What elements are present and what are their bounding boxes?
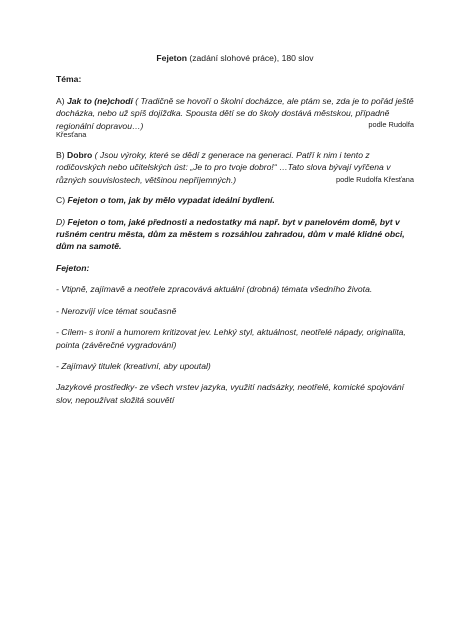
topic-item-b xyxy=(56,149,414,185)
item-body: ( Tradičně se hovoří o školní docházce, ale ptám se, zda je to pořád ještě docházka, nebo už spíš dojíždka. Spousta dětí se do školy dostává městskou, případně regionální dopravou…) xyxy=(56,95,414,131)
title-rest: (zadání slohové práce), 180 slov xyxy=(186,53,314,63)
item-prefix: D) xyxy=(56,216,68,227)
item-head: Dobro xyxy=(66,150,93,161)
item-head: Fejeton o tom, jak by mělo vypadat ideální bydlení. xyxy=(67,195,275,206)
item-source: podle Rudolfa xyxy=(368,120,414,130)
title-bold: Fejeton xyxy=(156,53,187,63)
fejeton-point: - Cílem- s ironií a humorem kritizovat jev. Lehký styl, aktuálnost, neotřelé nápady, originalita, pointa (závěrečné vygradování) xyxy=(56,327,406,350)
topic-item-a xyxy=(56,95,414,140)
item-body: ( Jsou výroky, které se dědí z generace na generaci. Patří k nim i tento z rodičovských nebo učitelských úst: „Je to pro tvoje dobro!“ …Tato slova bývají vyřčena v různých souvislostech, většinou nepříjemných.) xyxy=(56,150,391,185)
item-prefix: B) xyxy=(56,150,67,161)
item-prefix: A) xyxy=(56,95,67,106)
topic-item-d xyxy=(56,216,414,253)
fejeton-point: - Zajímavý titulek (kreativní, aby upoutal) xyxy=(56,360,211,371)
fejeton-point: - Nerozvíjí více témat současně xyxy=(56,305,177,316)
item-head: Jak to (ne)chodí xyxy=(66,95,133,106)
item-source-cont: Křesťana xyxy=(56,130,87,140)
fejeton-point: - Vtipně, zajímavě a neotřele zpracovává aktuální (drobná) témata všedního života. xyxy=(56,284,373,295)
closing-paragraph: Jazykové prostředky- ze všech vrstev jazyka, využití nadsázky, neotřelé, komické spojování slov, nepoužívat složitá souvětí xyxy=(56,382,405,405)
document-title xyxy=(56,52,414,64)
item-head: Fejeton o tom, jaké přednosti a nedostatky má např. byt v panelovém domě, byt v rušném centru města, dům za městem s rozsáhlou zahradou, dům v malé klidné obci, dům na samotě. xyxy=(56,216,405,252)
item-source: podle Rudolfa Křesťana xyxy=(336,175,414,185)
topic-heading: Téma: xyxy=(56,74,82,85)
topic-item-c xyxy=(56,194,414,206)
fejeton-heading: Fejeton: xyxy=(56,262,90,273)
item-prefix: C) xyxy=(56,195,68,206)
